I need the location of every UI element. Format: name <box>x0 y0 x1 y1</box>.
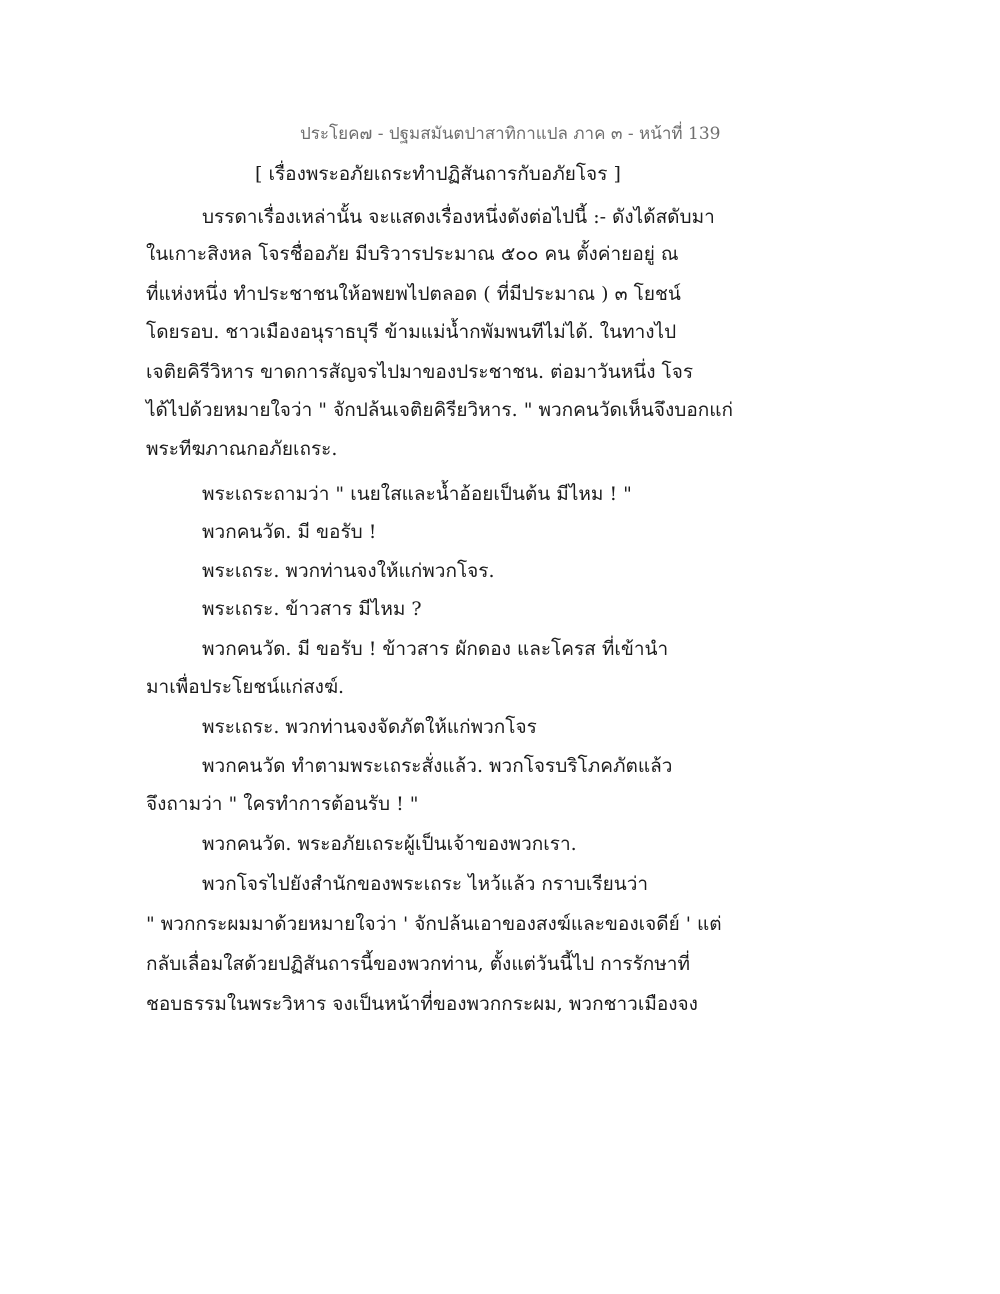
body-line-15: พวกคนวัด ทำตามพระเถระสั่งแล้ว. พวกโจรบริโภคภัตแล้ว <box>202 755 673 777</box>
body-line-9: พวกคนวัด. มี ขอรับ ! <box>202 521 377 543</box>
body-line-19: " พวกกระผมมาด้วยหมายใจว่า ' จักปล้นเอาของสงฆ์และของเจดีย์ ' แต่ <box>146 913 722 935</box>
body-line-7: พระทีฆภาณกอภัยเถระ. <box>146 438 338 460</box>
body-line-17: พวกคนวัด. พระอภัยเถระผู้เป็นเจ้าของพวกเรา. <box>202 833 577 855</box>
body-line-21: ชอบธรรมในพระวิหาร จงเป็นหน้าที่ของพวกกระผม, พวกชาวเมืองจง <box>146 993 698 1015</box>
body-line-2: ในเกาะสิงหล โจรชื่ออภัย มีบริวารประมาณ ๕๐๐ คน ตั้งค่ายอยู่ ณ <box>146 243 679 265</box>
body-line-13: มาเพื่อประโยชน์แก่สงฆ์. <box>146 676 345 698</box>
body-line-6: ได้ไปด้วยหมายใจว่า " จักปล้นเจติยคิรียวิหาร. " พวกคนวัดเห็นจึงบอกแก่ <box>146 399 734 421</box>
body-line-10: พระเถระ. พวกท่านจงให้แก่พวกโจร. <box>202 560 495 582</box>
body-line-5: เจติยคิรีวิหาร ขาดการสัญจรไปมาของประชาชน. ต่อมาวันหนึ่ง โจร <box>146 361 694 383</box>
body-line-20: กลับเลื่อมใสด้วยปฏิสันถารนี้ของพวกท่าน, ตั้งแต่วันนี้ไป การรักษาที่ <box>146 953 691 975</box>
body-line-18: พวกโจรไปยังสำนักของพระเถระ ไหว้แล้ว กราบเรียนว่า <box>202 873 649 895</box>
body-line-4: โดยรอบ. ชาวเมืองอนุราธบุรี ข้ามแม่น้ำกพัมพนทีไม่ได้. ในทางไป <box>146 321 677 343</box>
body-line-12: พวกคนวัด. มี ขอรับ ! ข้าวสาร ผักดอง และโครส ที่เข้านำ <box>202 638 669 660</box>
body-line-16: จึงถามว่า " ใครทำการต้อนรับ ! " <box>146 793 419 815</box>
body-line-14: พระเถระ. พวกท่านจงจัดภัตให้แก่พวกโจร <box>202 716 537 738</box>
body-line-3: ที่แห่งหนึ่ง ทำประชาชนให้อพยพไปตลอด ( ที่มีประมาณ ) ๓ โยชน์ <box>146 283 681 305</box>
page-header: ประโยค๗ - ปฐมสมันตปาสาทิกาแปล ภาค ๓ - หน้าที่ 139 <box>300 124 721 144</box>
body-line-8: พระเถระถามว่า " เนยใสและน้ำอ้อยเป็นต้น มีไหม ! " <box>202 483 632 505</box>
body-line-11: พระเถระ. ข้าวสาร มีไหม ? <box>202 598 422 620</box>
body-line-1: บรรดาเรื่องเหล่านั้น จะแสดงเรื่องหนึ่งดังต่อไปนี้ :- ดังได้สดับมา <box>202 206 715 228</box>
section-title: [ เรื่องพระอภัยเถระทำปฏิสันถารกับอภัยโจร ] <box>255 163 621 185</box>
